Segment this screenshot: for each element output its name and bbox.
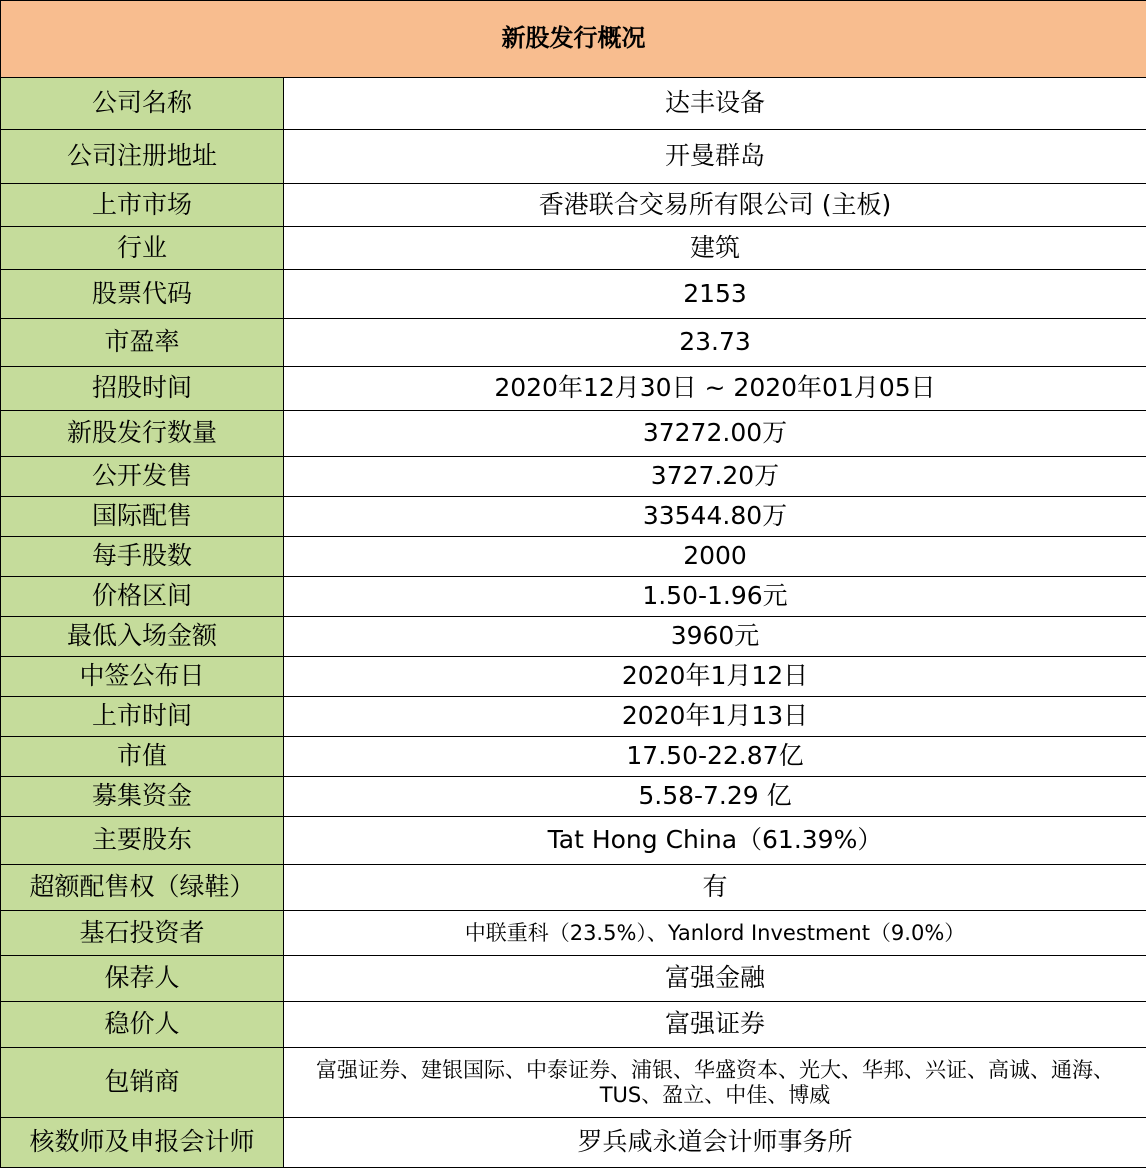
table-row [1, 657, 1146, 697]
row-label-company-name: 公司名称 [1, 78, 284, 130]
row-label-industry: 行业 [1, 227, 284, 270]
row-value-international-placing: 33544.80万 [284, 497, 1146, 537]
row-label-stabilizing-manager: 稳价人 [1, 1002, 284, 1048]
table-row [1, 865, 1146, 911]
table-row [1, 130, 1146, 184]
row-label-price-range: 价格区间 [1, 577, 284, 617]
table-row [1, 911, 1146, 956]
row-value-subscription-period: 2020年12月30日 ~ 2020年01月05日 [284, 367, 1146, 411]
row-label-auditor: 核数师及申报会计师 [1, 1118, 284, 1168]
table-row [1, 1048, 1146, 1118]
table-row [1, 227, 1146, 270]
row-value-allotment-date: 2020年1月12日 [284, 657, 1146, 697]
table-row [1, 697, 1146, 737]
row-value-overallotment: 有 [284, 865, 1146, 911]
table-row [1, 777, 1146, 817]
row-value-sponsor: 富强金融 [284, 956, 1146, 1002]
row-value-market-cap: 17.50-22.87亿 [284, 737, 1146, 777]
row-label-minimum-entry: 最低入场金额 [1, 617, 284, 657]
table-row [1, 577, 1146, 617]
row-label-subscription-period: 招股时间 [1, 367, 284, 411]
row-label-market-cap: 市值 [1, 737, 284, 777]
row-label-board-lot: 每手股数 [1, 537, 284, 577]
table-row [1, 270, 1146, 319]
table-row [1, 537, 1146, 577]
table-row [1, 737, 1146, 777]
row-value-public-offer: 3727.20万 [284, 457, 1146, 497]
row-label-public-offer: 公开发售 [1, 457, 284, 497]
table-title: 新股发行概况 [1, 1, 1146, 78]
row-label-major-shareholder: 主要股东 [1, 817, 284, 865]
table-row [1, 617, 1146, 657]
row-label-listing-market: 上市市场 [1, 184, 284, 227]
row-value-company-name: 达丰设备 [284, 78, 1146, 130]
row-value-stabilizing-manager: 富强证券 [284, 1002, 1146, 1048]
row-value-funds-raised: 5.58-7.29 亿 [284, 777, 1146, 817]
row-label-underwriters: 包销商 [1, 1048, 284, 1118]
title-row [1, 1, 1146, 78]
row-value-listing-market: 香港联合交易所有限公司 (主板) [284, 184, 1146, 227]
row-value-price-range: 1.50-1.96元 [284, 577, 1146, 617]
row-label-allotment-date: 中签公布日 [1, 657, 284, 697]
row-label-overallotment: 超额配售权（绿鞋） [1, 865, 284, 911]
table-row [1, 78, 1146, 130]
row-value-major-shareholder: Tat Hong China（61.39%） [284, 817, 1146, 865]
row-value-industry: 建筑 [284, 227, 1146, 270]
row-label-funds-raised: 募集资金 [1, 777, 284, 817]
row-label-stock-code: 股票代码 [1, 270, 284, 319]
table-row [1, 319, 1146, 367]
row-value-auditor: 罗兵咸永道会计师事务所 [284, 1118, 1146, 1168]
table-row [1, 817, 1146, 865]
table-row [1, 956, 1146, 1002]
row-value-board-lot: 2000 [284, 537, 1146, 577]
table-row [1, 1002, 1146, 1048]
row-value-stock-code: 2153 [284, 270, 1146, 319]
table-row [1, 184, 1146, 227]
row-value-registered-address: 开曼群岛 [284, 130, 1146, 184]
row-value-minimum-entry: 3960元 [284, 617, 1146, 657]
row-label-pe-ratio: 市盈率 [1, 319, 284, 367]
row-value-underwriters: 富强证券、建银国际、中泰证券、浦银、华盛资本、光大、华邦、兴证、高诚、通海、TUS、盈立、中佳、博威 [284, 1048, 1146, 1118]
row-label-cornerstone-investors: 基石投资者 [1, 911, 284, 956]
row-label-registered-address: 公司注册地址 [1, 130, 284, 184]
table-row [1, 1118, 1146, 1168]
row-label-listing-date: 上市时间 [1, 697, 284, 737]
row-value-pe-ratio: 23.73 [284, 319, 1146, 367]
table-row [1, 367, 1146, 411]
row-value-shares-offered: 37272.00万 [284, 411, 1146, 457]
table-row [1, 457, 1146, 497]
row-label-international-placing: 国际配售 [1, 497, 284, 537]
row-label-sponsor: 保荐人 [1, 956, 284, 1002]
row-value-cornerstone-investors: 中联重科（23.5%）、Yanlord Investment（9.0%） [284, 911, 1146, 956]
table-row [1, 411, 1146, 457]
row-value-listing-date: 2020年1月13日 [284, 697, 1146, 737]
table-row [1, 497, 1146, 537]
row-label-shares-offered: 新股发行数量 [1, 411, 284, 457]
